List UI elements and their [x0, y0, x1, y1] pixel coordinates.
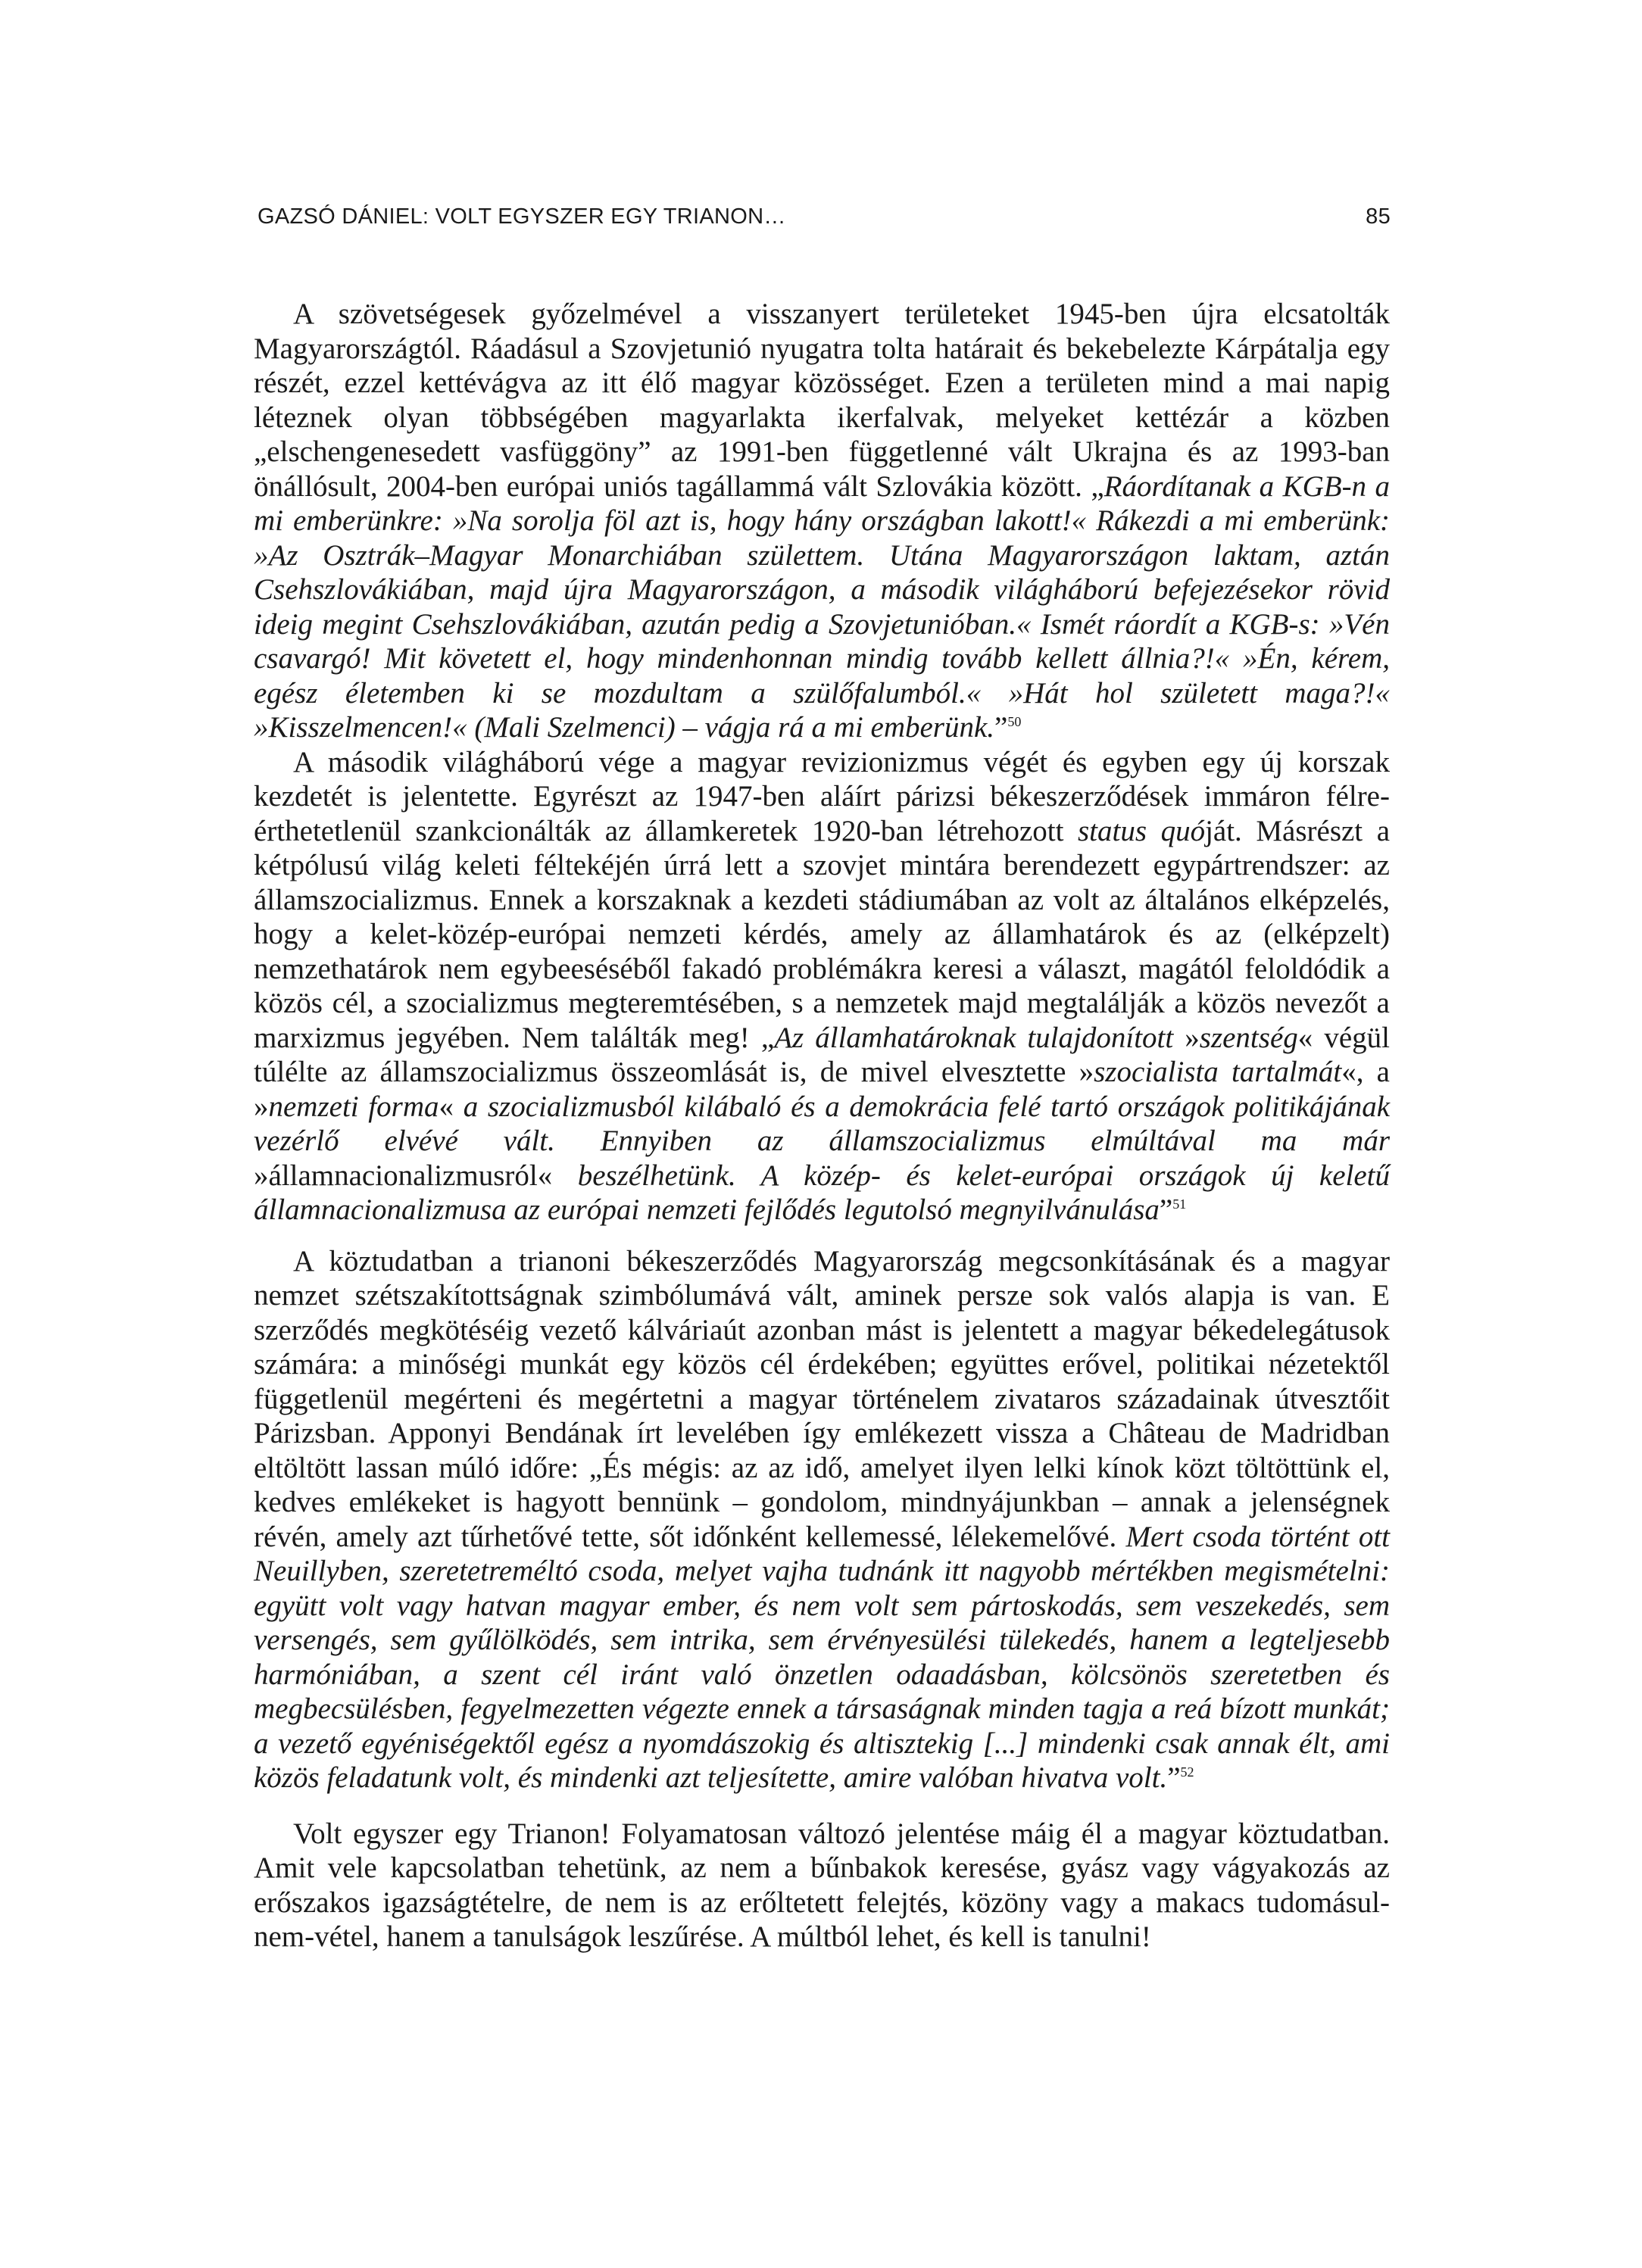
- text-run: A köztudatban a trianoni békeszerződés Magyarország megcsonkításának és a magyar nemzet szétszakítottságnak szimbólumává vált, aminek persze sok valós alapja is van. E szerződés megkötéséig vezető kálváriaút azonban mást is jelentett a magyar békedelegátusok számára: a minőségi munkát egy közös cél érdekében; együttes erővel, politikai nézetektől függetlenül megérteni és megértetni a magyar történelem zivataros századainak útvesztőit Párizsban. Apponyi Bendának írt levelében így emlékezett vissza a Château de Madridban eltöltött lassan múló időre: „És mégis: az az idő, amelyet ilyen lelki kínok közt töltöttünk el, kedves emlékeket is hagyott bennünk – gondolom, mindnyájunkban – annak a jelenségnek révén, amely azt tűrhetővé tette, sőt időnként kellemessé, lélekemelővé.: [254, 1244, 1390, 1553]
- text-run: A szövetségesek győzelmével a visszanyert területeket 1945-ben újra elcsatolták Magyarországtól. Ráadásul a Szovjetunió nyugatra tolta határait és bekebelezte Kárpátalja egy részét, ezzel kettévágva az itt élő magyar közösséget. Ezen a területen mind a mai napig léteznek olyan többségében magyarlakta ikerfalvak, melyeket kettézár a közben „elschengenesedett vasfüggöny” az 1991-ben függetlenné vált Ukrajna és az 1993-ban önállósult, 2004-ben európai uniós tagállammá vált Szlovákia között. „: [254, 298, 1390, 503]
- text-run: »: [1185, 1021, 1200, 1054]
- page-header: [258, 204, 1391, 235]
- italic-text: Az államhatároknak tulajdonított: [774, 1021, 1185, 1054]
- paragraph: [254, 1244, 1390, 1795]
- italic-text: a szocializmusból kilábaló és a demokrácia felé tartó országok politikájának vezérlő elvévé vált. Ennyiben az államszocializmus elmúltával ma már: [254, 1090, 1391, 1157]
- text-run: ”: [1167, 1761, 1181, 1794]
- page-number: 85: [1366, 204, 1391, 229]
- paragraph: [254, 297, 1390, 745]
- text-run: ”: [994, 711, 1008, 744]
- text-run: ”: [1159, 1193, 1173, 1226]
- italic-text: szocialista tartalmát: [1094, 1056, 1342, 1088]
- italic-text: nemzeti forma: [268, 1090, 439, 1123]
- text-run: Volt egyszer egy Trianon! Folyamatosan változó jelentése máig él a magyar köztudatban. Amit vele kapcsolatban tehetünk, az nem a bűnbakok keresése, gyász vagy vágyakozás az erőszakos igazságtételre, de nem is az erőltetett felejtés, közöny vagy a makacs tudomásul-nem-vétel, hanem a tanulságok leszűrése. A múltból lehet, és kell is tanulni!: [254, 1817, 1390, 1953]
- paragraph: [254, 745, 1390, 1228]
- body-text: [254, 297, 1390, 1954]
- footnote-ref: 51: [1172, 1196, 1187, 1212]
- footnote-ref: 50: [1007, 714, 1022, 729]
- text-run: «, a »: [254, 1056, 1390, 1123]
- text-run: »államnacionalizmusról«: [254, 1159, 578, 1192]
- text-run: «: [439, 1090, 464, 1123]
- running-title: GAZSÓ DÁNIEL: VOLT EGYSZER EGY TRIANON…: [258, 204, 786, 229]
- text-run: A második világháború vége a magyar revizionizmus végét és egyben egy új korszak kezdetét is jelentette. Egyrészt az 1947-ben aláírt párizsi békeszerződések immáron félreérthetetlenül szankcionálták az államkeretek 1920-ban létrehozott: [254, 745, 1390, 847]
- paragraph: [254, 1817, 1390, 1954]
- text-run: ját. Másrészt a kétpólusú világ keleti féltekéjén úrrá lett a szovjet mintára berendezett egypártrendszer: az államszocializmus. Ennek a korszaknak a kezdeti stádiumában az volt az általános elképzelés, hogy a kelet-közép-európai nemzeti kérdés, amely az államhatárok és az (elképzelt) nemzethatárok nem egybeeséséből fakadó problémákra keresi a választ, magától feloldódik a közös cél, a szocializmus megteremtésében, s a nemzetek majd megtalálják a közös nevezőt a marxizmus jegyében. Nem találták meg! „: [254, 814, 1391, 1054]
- footnote-ref: 52: [1180, 1764, 1194, 1780]
- italic-text: Ráordítanak a KGB-n a mi emberünkre: »Na sorolja föl azt is, hogy hány országban lakott!« Rákezdi a mi emberünk: »Az Osztrák–Magyar Monarchiában születtem. Utána Magyarországon laktam, aztán Csehszlovákiában, majd újra Magyarországon, a második világháború befejezésekor rövid ideig megint Csehszlovákiában, azután pedig a Szovjetunióban.« Ismét ráordít a KGB-s: »Vén csavargó! Mit követett el, hogy mindenhonnan mindig tovább kellett állnia?!« »Én, kérem, egész életemben ki se mozdultam a szülőfalumból.« »Hát hol született maga?!« »Kisszelmencen!« (Mali Szelmenci) – vágja rá a mi emberünk.: [254, 470, 1390, 744]
- italic-text: status quó: [1078, 814, 1206, 847]
- italic-text: Mert csoda történt ott Neuillyben, szeretetreméltó csoda, melyet vajha tudnánk itt nagyobb mértékben megismételni: együtt volt vagy hatvan magyar ember, és nem volt sem pártoskodás, sem veszekedés, sem versengés, sem gyűlölködés, sem intrika, sem érvényesülési tülekedés, hanem a legteljesebb harmóniában, a szent cél iránt való önzetlen odaadásban, kölcsönös szeretetben és megbecsülésben, fegyelmezetten végezte ennek a társaságnak minden tagja a reá bízott munkát; a vezető egyéniségektől egész a nyomdászokig és altisztekig [...] mindenki csak annak élt, ami közös feladatunk volt, és mindenki azt teljesítette, amire valóban hivatva volt.: [254, 1520, 1391, 1794]
- text-run: « végül túlélte az államszocializmus összeomlását is, de mivel elvesztette »: [254, 1021, 1390, 1088]
- italic-text: beszélhetünk. A közép- és kelet-európai országok új keletű államnacionalizmusa az európai nemzeti fejlődés legutolsó megnyilvánulása: [254, 1159, 1390, 1226]
- italic-text: szentség: [1199, 1021, 1298, 1054]
